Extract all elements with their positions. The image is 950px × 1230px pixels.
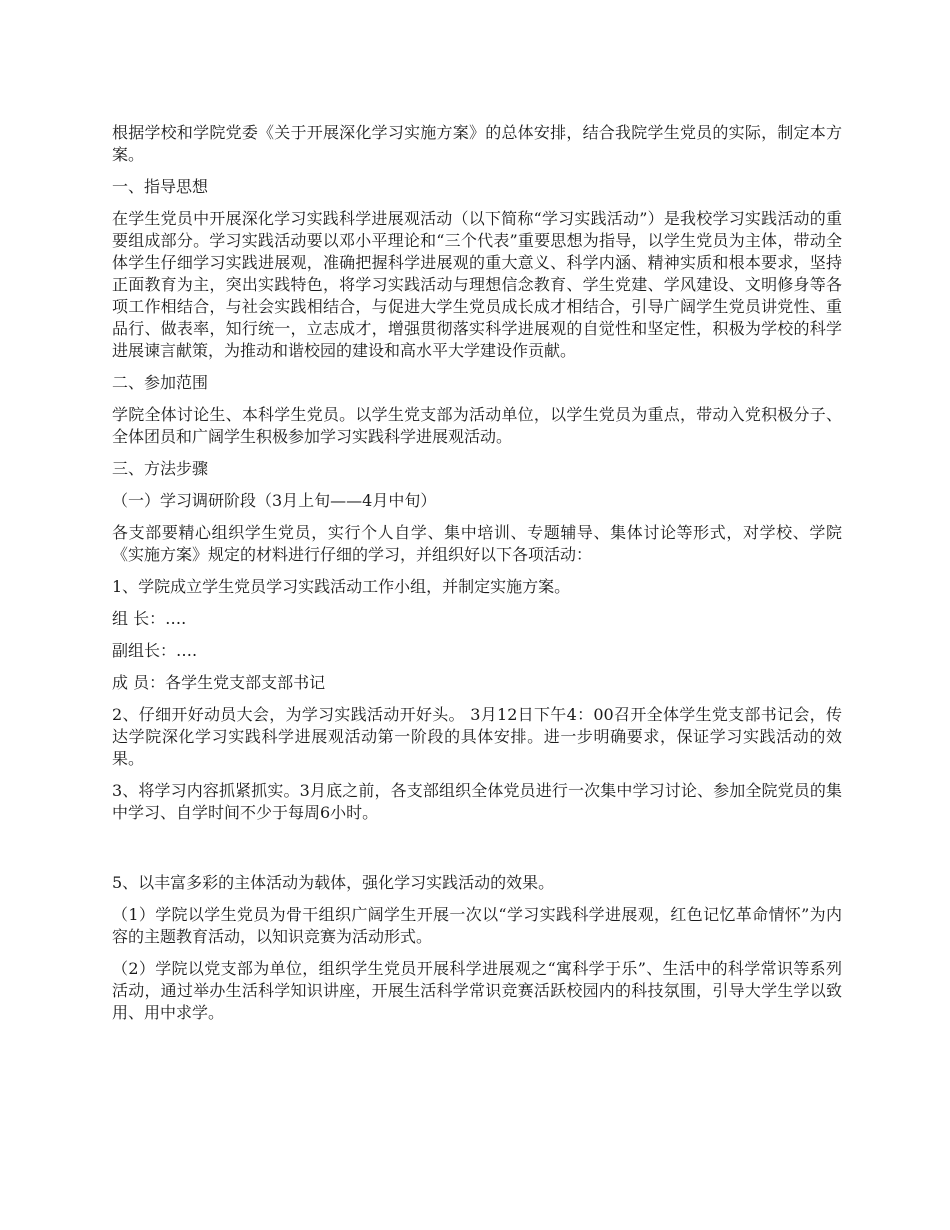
intro-paragraph: 根据学校和学院党委《关于开展深化学习实施方案》的总体安排，结合我院学生党员的实际，制定本方案。 — [112, 123, 842, 164]
leader-line: 组 长：…. — [112, 609, 187, 628]
list-item-5: 5、以丰富多彩的主体活动为载体，强化学习实践活动的效果。 — [112, 873, 555, 892]
study-phase-paragraph: 各支部要精心组织学生党员，实行个人自学、集中培训、专题辅导、集体讨论等形式，对学校、学院《实施方案》规定的材料进行仔细的学习，并组织好以下各项活动： — [112, 523, 842, 564]
vice-leader-line: 副组长：…. — [112, 641, 198, 660]
section-heading-guiding-thought: 一、指导思想 — [112, 177, 209, 196]
section-heading-steps: 三、方法步骤 — [112, 459, 209, 478]
list-item-3: 3、将学习内容抓紧抓实。3月底之前，各支部组织全体党员进行一次集中学习讨论、参加全院党员的集中学习、自学时间不少于每周6小时。 — [112, 781, 842, 822]
list-item-1: 1、学院成立学生党员学习实践活动工作小组，并制定实施方案。 — [112, 577, 571, 596]
list-item-5-1: （1）学院以学生党员为骨干组织广阔学生开展一次以“学习实践科学进展观，红色记忆革命情怀”为内容的主题教育活动，以知识竞赛为活动形式。 — [112, 905, 842, 946]
members-line: 成 员：各学生党支部支部书记 — [112, 673, 326, 692]
scope-paragraph: 学院全体讨论生、本科学生党员。以学生党支部为活动单位，以学生党员为重点，带动入党积极分子、全体团员和广阔学生积极参加学习实践科学进展观活动。 — [112, 405, 842, 446]
list-item-2: 2、仔细开好动员大会，为学习实践活动开好头。 3月12日下午4：00召开全体学生党支部书记会，传达学院深化学习实践科学进展观活动第一阶段的具体安排。进一步明确要求，保证学习实践活动的效果。 — [112, 705, 842, 768]
list-item-5-2: （2）学院以党支部为单位，组织学生党员开展科学进展观之“寓科学于乐”、生活中的科学常识等系列活动，通过举办生活科学知识讲座，开展生活科学常识竞赛活跃校园内的科技氛围，引导大学生学以致用、用中求学。 — [112, 959, 842, 1022]
blank-gap — [112, 834, 842, 872]
document-body — [112, 122, 842, 1034]
section-heading-scope: 二、参加范围 — [112, 373, 209, 392]
subsection-heading-study-phase: （一）学习调研阶段（3月上旬——4月中旬） — [112, 491, 437, 510]
guiding-thought-paragraph: 在学生党员中开展深化学习实践科学进展观活动（以下简称“学习实践活动”）是我校学习实践活动的重要组成部分。学习实践活动要以邓小平理论和“三个代表”重要思想为指导，以学生党员为主体，带动全体学生仔细学习实践进展观，准确把握科学进展观的重大意义、科学内涵、精神实质和根本要求，坚持正面教育为主，突出实践特色，将学习实践活动与理想信念教育、学生党建、学风建设、文明修身等各项工作相结合，与社会实践相结合，与促进大学生党员成长成才相结合，引导广阔学生党员讲党性、重品行、做表率，知行统一，立志成才，增强贯彻落实科学进展观的自觉性和坚定性，积极为学校的科学进展谏言献策，为推动和谐校园的建设和高水平大学建设作贡献。 — [112, 209, 842, 360]
